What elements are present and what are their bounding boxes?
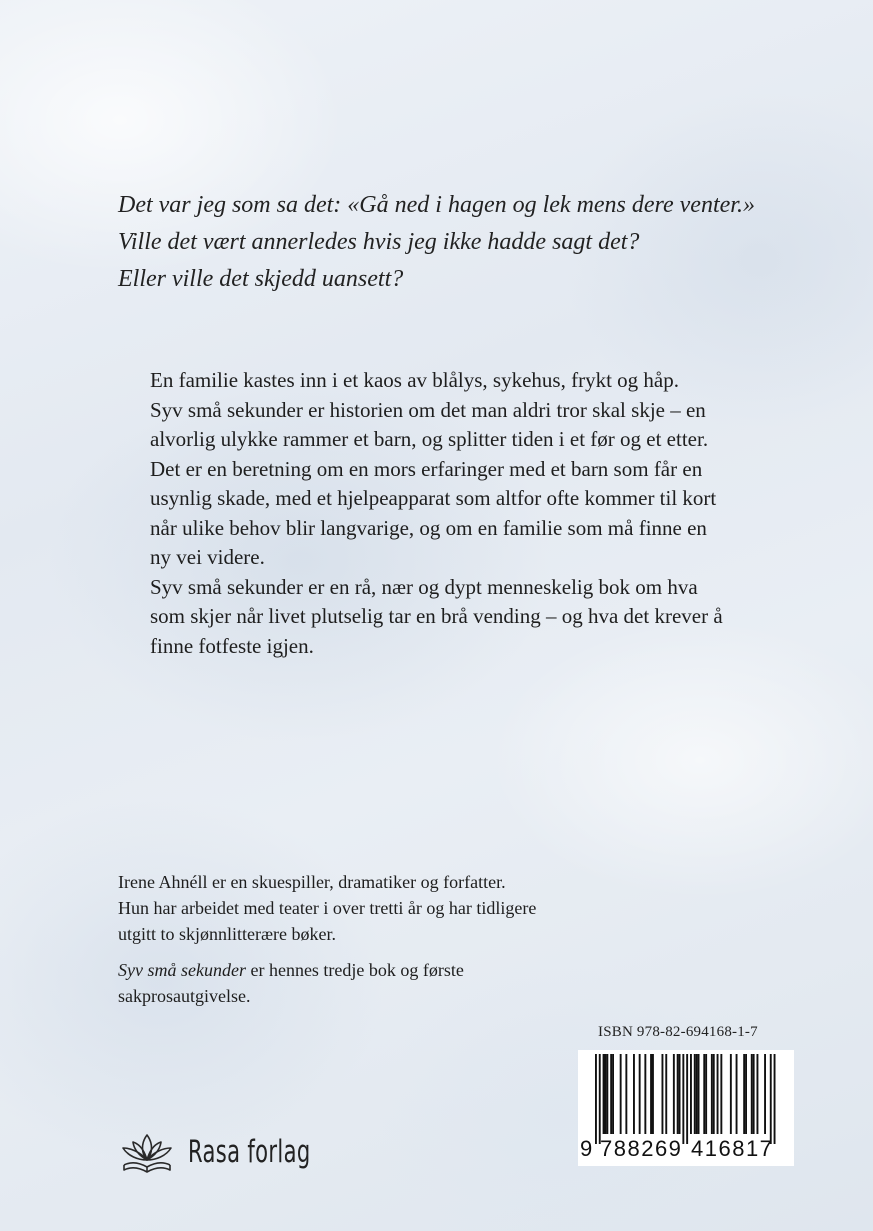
quote-line-1: Det var jeg som sa det: «Gå ned i hagen og lek mens dere venter.»	[118, 192, 755, 218]
quote-line-2: Ville det vært annerledes hvis jeg ikke hadde sagt det?	[118, 229, 640, 255]
barcode-bar	[665, 1054, 667, 1134]
barcode-bar	[679, 1054, 681, 1134]
barcode-bar	[620, 1054, 622, 1134]
barcode-bar	[694, 1054, 696, 1134]
barcode-bar	[717, 1054, 719, 1134]
barcode-bar	[770, 1054, 772, 1144]
barcode-bar	[606, 1054, 608, 1134]
isbn-label: ISBN 978-82-694168-1-7	[598, 1024, 758, 1040]
barcode-bar	[757, 1054, 759, 1134]
blurb-paragraph-2: Syv små sekunder er historien om det man aldri tror skal skje – en alvorlig ulykke rammer et barn, og splitter tiden i et før og et etter.	[150, 397, 709, 451]
barcode-bar	[703, 1054, 705, 1134]
barcode-bar	[603, 1054, 605, 1134]
quote-line-3: Eller ville det skjedd uansett?	[118, 266, 404, 292]
barcode-bar	[639, 1054, 641, 1134]
author-bio-note	[118, 957, 538, 1009]
barcode-bar	[682, 1054, 684, 1144]
barcode-bar	[599, 1054, 601, 1144]
isbn-barcode	[578, 1050, 794, 1166]
barcode-bar	[720, 1054, 722, 1134]
barcode-bar	[736, 1054, 738, 1134]
publisher-logo	[118, 1130, 358, 1180]
barcode-bar	[652, 1054, 654, 1134]
author-bio	[118, 869, 538, 1019]
barcode-bar	[625, 1054, 627, 1134]
barcode-bar	[610, 1054, 612, 1134]
barcode-bar	[711, 1054, 713, 1134]
barcode-bar	[605, 1054, 607, 1134]
barcode-bar	[612, 1054, 614, 1134]
barcode-bar	[698, 1054, 700, 1134]
barcode-bar	[730, 1054, 732, 1134]
barcode-bar	[751, 1054, 753, 1134]
blurb-paragraph-1: En familie kastes inn i et kaos av blålys, sykehus, frykt og håp.	[150, 368, 679, 392]
barcode-bar	[713, 1054, 715, 1134]
barcode-bar	[764, 1054, 766, 1134]
barcode-bar	[633, 1054, 635, 1134]
barcode-bar	[686, 1054, 688, 1144]
author-bio-paragraph: Irene Ahnéll er en skuespiller, dramatiker og forfatter. Hun har arbeidet med teater i over tretti år og har tidligere utgitt to skjønnlitterære bøker.	[118, 872, 537, 944]
barcode-bar	[705, 1054, 707, 1134]
barcode-digits-right: 416817	[691, 1136, 774, 1161]
barcode-bar	[745, 1054, 747, 1134]
barcode-bar	[690, 1054, 692, 1134]
blurb-paragraph-4: Syv små sekunder er en rå, nær og dypt menneskelig bok om hva som skjer når livet plutselig tar en brå vending – og hva det krever å finne fotfeste igjen.	[150, 574, 723, 658]
blurb-paragraph-3: Det er en beretning om en mors erfaringer med et barn som får en usynlig skade, med et hjelpeapparat som altfor ofte kommer til kort når ulike behov blir langvarige, og om en familie som må finne en ny vei videre.	[150, 456, 717, 569]
publisher-name: Rasa forlag	[188, 1134, 311, 1170]
book-blurb	[150, 366, 730, 661]
book-title-italic: Syv små sekunder	[118, 960, 246, 980]
barcode-bar	[677, 1054, 679, 1134]
barcode-bar	[644, 1054, 646, 1134]
barcode-bar	[673, 1054, 675, 1134]
lotus-icon	[118, 1132, 176, 1178]
barcode-bar	[595, 1054, 597, 1144]
barcode-digits-left: 788269	[600, 1136, 683, 1161]
barcode-bar	[650, 1054, 652, 1134]
barcode-bar	[774, 1054, 776, 1144]
barcode-bar	[662, 1054, 664, 1134]
barcode-bar	[696, 1054, 698, 1134]
author-bio-note-text: er hennes tredje bok og første sakprosautgivelse.	[118, 960, 464, 1006]
back-cover-quote	[118, 187, 818, 298]
barcode-bar	[743, 1054, 745, 1134]
barcode-bar	[753, 1054, 755, 1134]
barcode-digit-lead: 9	[580, 1136, 593, 1161]
